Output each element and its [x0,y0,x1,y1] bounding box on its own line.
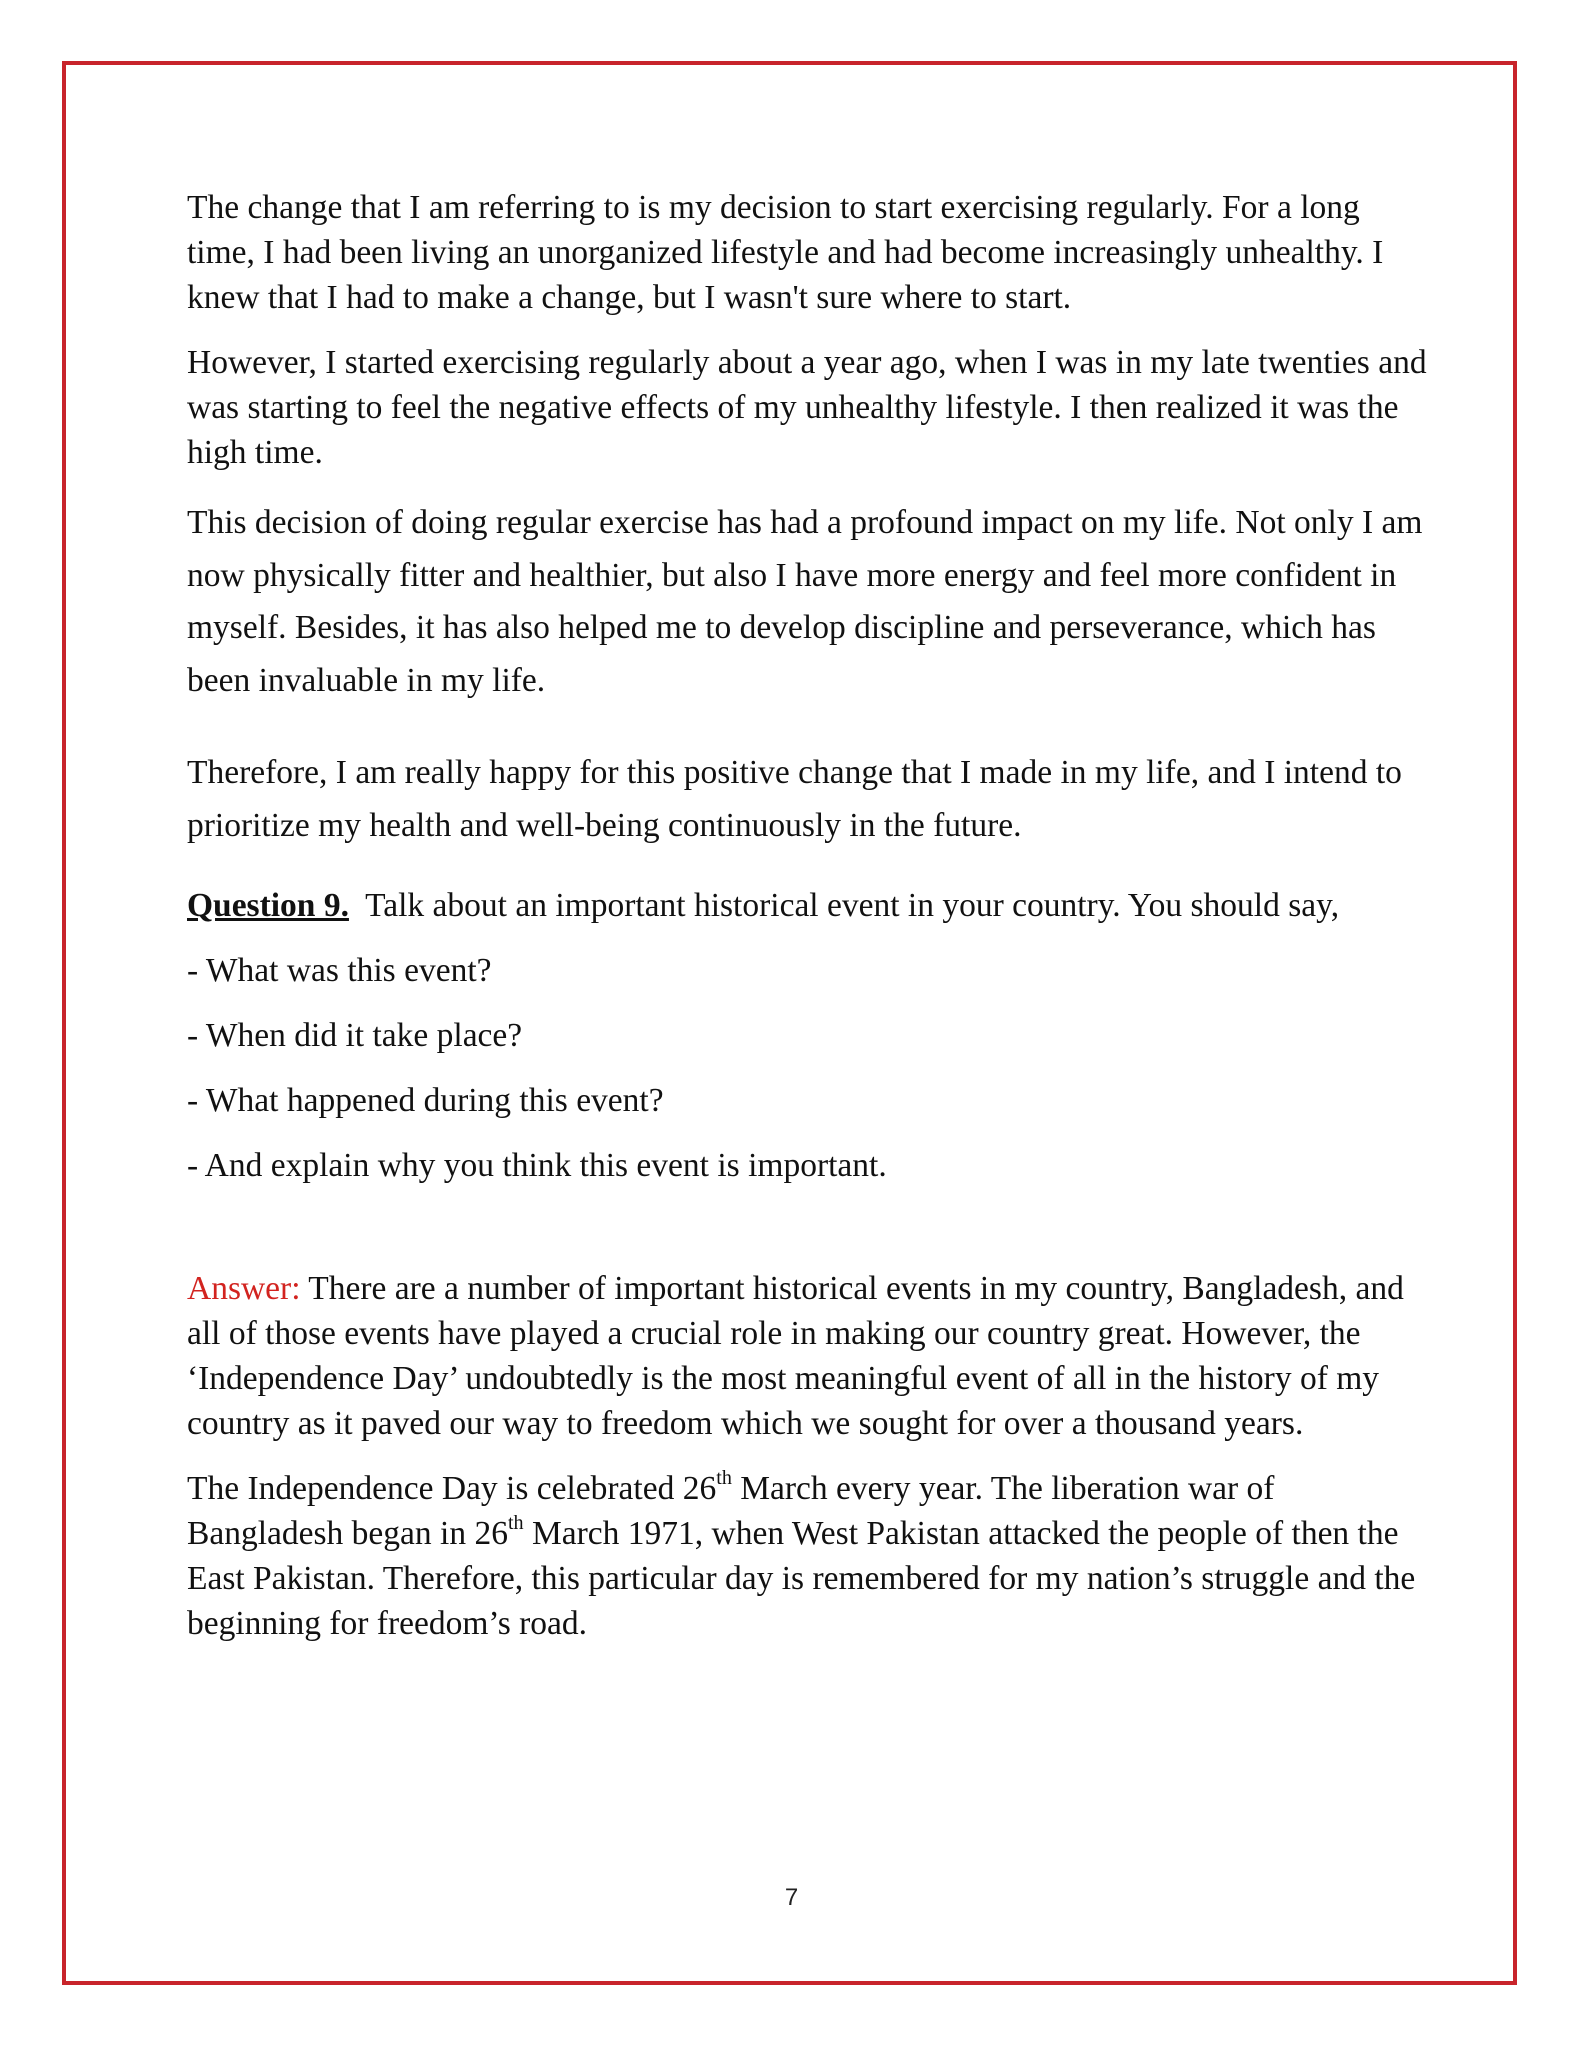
independence-text-1: The Independence Day is celebrated 26 [187,1470,717,1507]
question-label: Question 9. [187,887,349,924]
paragraph-conclusion: Therefore, I am really happy for this positive change that I made in my life, and I intend to prioritize my health and well-being continuously in the future. [187,754,1402,844]
answer-paragraph [187,1266,1427,1446]
document-body [187,185,1427,1646]
question-heading [187,883,1427,928]
paragraph-when-started: However, I started exercising regularly about a year ago, when I was in my late twenties and was starting to feel the negative effects of my unhealthy lifestyle. I then realized it was the high time. [187,344,1427,471]
question-bullet: - What was this event? [187,952,492,989]
paragraph-exercise-change: The change that I am referring to is my decision to start exercising regularly. For a long time, I had been living an unorganized lifestyle and had become increasingly unhealthy. I knew that I had to make a change, but I wasn't sure where to start. [187,189,1384,316]
question-bullet: - When did it take place? [187,1017,523,1054]
question-bullet: - And explain why you think this event is important. [187,1147,887,1184]
answer-label: Answer: [187,1270,301,1307]
independence-text-2: March every year. The liberation war of Bangladesh began in 26 [187,1470,1275,1552]
page-number: 7 [784,1884,799,1911]
answer-text: There are a number of important historical events in my country, Bangladesh, and all of those events have played a crucial role in making our country great. However, the ‘Independence Day’ undoubtedly is the most meaningful event of all in the history of my country as it paved our way to freedom which we sought for over a thousand years. [187,1270,1404,1442]
question-text: Talk about an important historical event in your country. You should say, [365,887,1340,924]
paragraph-independence-day [187,1466,1427,1646]
question-bullet: - What happened during this event? [187,1082,664,1119]
ordinal-suffix: th [716,1466,732,1489]
paragraph-impact: This decision of doing regular exercise has had a profound impact on my life. Not only I am now physically fitter and healthier, but also I have more energy and feel more confident in myself. Besides, it has also helped me to develop discipline and perseverance, which has been invaluable in my life. [187,504,1423,699]
independence-text-3: March 1971, when West Pakistan attacked the people of then the East Pakistan. Therefore, this particular day is remembered for my nation’s struggle and the beginning for freedom’s road. [187,1515,1416,1642]
ordinal-suffix: th [507,1511,524,1534]
